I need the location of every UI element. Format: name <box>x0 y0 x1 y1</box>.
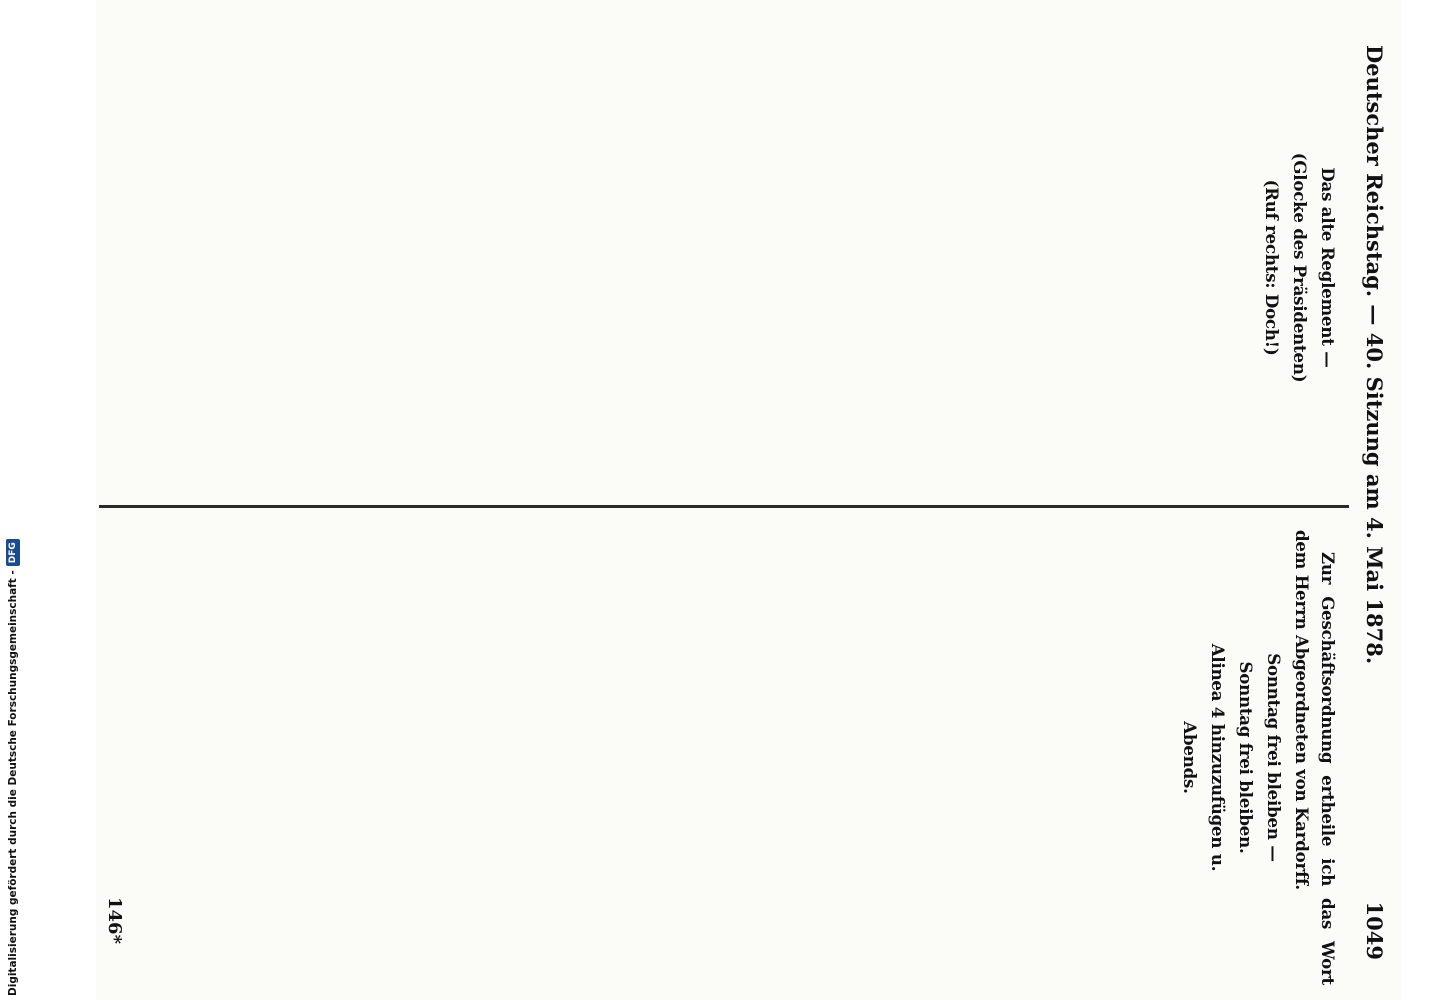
column-divider <box>99 505 1349 508</box>
credit-label <box>2 542 24 996</box>
paragraph: (Ruf rechts: Doch!) <box>1262 179 1282 356</box>
scanned-page <box>96 0 1401 1000</box>
paragraph: Sonntag frei bleiben. <box>1236 661 1256 854</box>
text-column-right <box>101 530 1341 985</box>
running-head-title: Deutscher Reichstag. — 40. Sitzung am 4. Mai 1878. <box>1362 45 1387 665</box>
running-head-page-number: 1049 <box>1362 901 1387 960</box>
paragraph: Alinea 4 hinzuzufügen u. <box>1208 643 1228 872</box>
paragraph: Abends. <box>1180 721 1200 794</box>
paragraph: Das alte Reglement — <box>1318 167 1338 368</box>
digitization-credit <box>2 542 24 1000</box>
running-head <box>1357 45 1387 960</box>
paragraph: Sonntag frei bleiben — <box>1264 653 1284 862</box>
dfg-logo-icon: DFG <box>6 539 20 566</box>
text-column-left <box>101 40 1341 495</box>
credit-text: Digitalisierung gefördert durch die Deutsche Forschungsgemeinschaft - <box>7 570 19 996</box>
folio-mark: 146* <box>104 897 125 944</box>
paragraph: Zur Geschäftsordnung ertheile ich das Wort dem Herrn Abgeordneten von Kardorff. <box>1292 530 1338 985</box>
paragraph: (Glocke des Präsidenten) <box>1290 152 1310 383</box>
